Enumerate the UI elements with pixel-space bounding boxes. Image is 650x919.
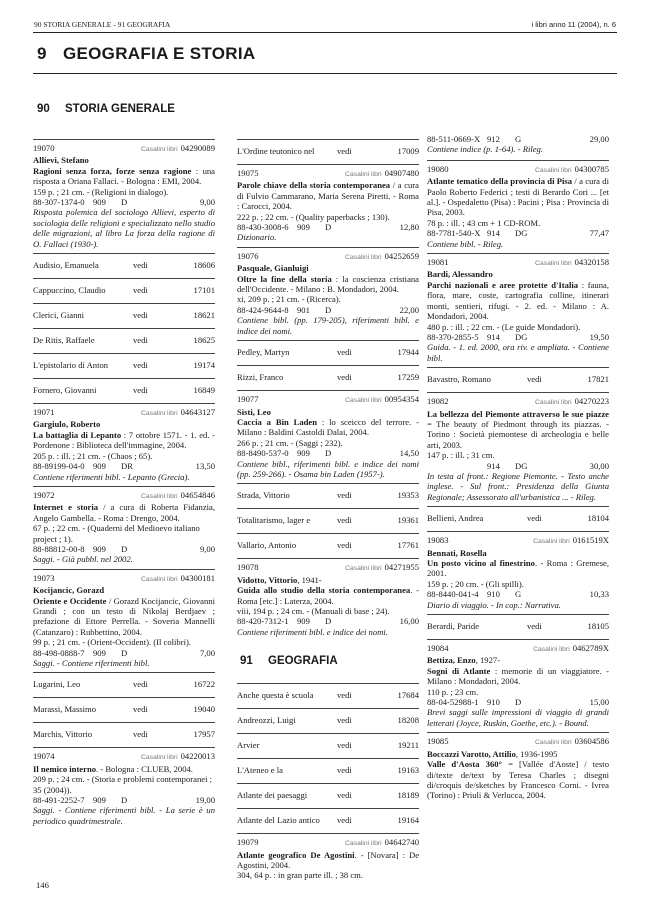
xref-row: Marchis, Vittorio vedi 17957 [33,722,215,747]
subsection-title-91: 91 GEOGRAFIA [240,655,338,668]
xref-row: Pedley, Martyn vedi 17944 [237,340,419,365]
running-header-right: i libri anno 11 (2004), n. 6 [531,20,616,29]
column-1 [33,139,215,830]
xref-row: L'epistolario di Anton vedi 19174 [33,353,215,378]
xref-row: Totalitarismo, lager e vedi 19361 [237,508,419,533]
xref-row: Bavastro, Romano vedi 17821 [427,367,609,392]
entry-19079: 19079 Casalini libri 04642740 Atlante geografico De Agostini. - [Novara] : De Agostini, 2004. 304, 64 p. : in gran parte ill. ; 38 cm. [237,833,419,885]
entry-19084: 19084 Casalini libri 0462789X Bettiza, Enzo, 1927- Sogni di Atlante : memorie di un viaggiatore. - Milano : Mondadori, 2004. 110 p. ; 23 cm. 88-04-52988-1 910 D 15,00 Brevi saggi sulle impressioni di viaggio di grandi letterati (Joyce, Ruskin, Goethe, etc.). - Bound. [427,639,609,732]
entry-19077: 19077 Casalini libri 00954354 Sisti, Leo Caccia a Bin Laden : lo sceicco del terrore. - Milano : Baldini Castoldi Dalai, 2004. 266 p. ; 21 cm. - (Saggi ; 232). 88-8490-537-0 909 D 14,50 Contiene bibl., riferimenti bibl. e indice dei nomi (pp. 259-266). - Osama bin Laden (1957-). [237,390,419,483]
subsection-title-90: 90 STORIA GENERALE [37,103,175,115]
entry-19073: 19073 Casalini libri 04300181 Kocijancic, Gorazd Oriente e Occidente / Gorazd Kocijancic, Giovanni Grandi ; con un testo di Nikolaj Berdjaev ; prefazione di Ettore Perrella. - Soveria Mannelli (Catanzaro) : Rubbettino, 2004. 99 p. ; 21 cm. - (Orient-Occident). (Il colibri). 88-498-0888-7 909 D 7,00 Saggi. - Contiene riferimenti bibl. [33,569,215,673]
entry-19078: 19078 Casalini libri 04271955 Vidotto, Vittorio, 1941- Guida allo studio della storia contemporanea. - Roma [etc.] : Laterza, 2004. viii, 194 p. ; 24 cm. - (Manuali di base ; 24). 88-420-7312-1 909 D 16,00 Contiene riferimenti bibl. e indice dei nomi. [237,558,419,641]
xref-row: Lugarini, Leo vedi 16722 [33,672,215,697]
entry-19080: 19080 Casalini libri 04300785 Atlante tematico della provincia di Pisa / a cura di Paolo Roberto Federici ; testi di Berardo Cori ... [et al.]. - Ospedaletto (Pisa) : Pacini ; Pisa : Provincia di Pisa, 2003. 78 p. : ill. ; 43 cm + 1 CD-ROM. 88-7781-540-X 914 DG 77,47 Contiene bibl. - Rileg. [427,160,609,253]
section-rule [33,73,617,74]
xref-row: Bellieni, Andrea vedi 18104 [427,506,609,531]
entry-19075: 19075 Casalini libri 04907480 Parole chiave della storia contemporanea / a cura di Fulvio Cammarano, Maria Serena Piretti. - Roma : Carocci, 2004. 222 p. ; 22 cm. - (Quality paperbacks ; 130). 88-430-3008-6 909 D 12,80 Dizionario. [237,164,419,247]
xref-row: Cappuccino, Claudio vedi 17101 [33,278,215,303]
xref-row: Arvier vedi 19211 [237,733,419,758]
xref-row: Andreozzi, Luigi vedi 18208 [237,708,419,733]
section-title: 9 GEOGRAFIA E STORIA [37,44,256,63]
xref-row: Berardi, Paride vedi 18105 [427,614,609,639]
entry-19072: 19072 Casalini libri 04654846 Internet e storia / a cura di Roberta Fidanzia, Angelo Gambella. - Roma : Drengo, 2004. 67 p. ; 22 cm. - (Quaderni del Medioevo italiano project ; 1). 88-88812-00-8 909 D 9,00 Saggi. - Già pubbl. nel 2002. [33,486,215,569]
xref-row: Clerici, Gianni vedi 18621 [33,303,215,328]
xref-row: Fornero, Giovanni vedi 16849 [33,378,215,403]
xref-row: Atlante dei paesaggi vedi 18189 [237,783,419,808]
xref-row: De Ritis, Raffaele vedi 18625 [33,328,215,353]
column-2 [237,139,419,885]
xref-row: Marassi, Massimo vedi 19040 [33,697,215,722]
header-rule [33,32,617,33]
xref-row: L'Ateneo e la vedi 19163 [237,758,419,783]
entry-19083: 19083 Casalini libri 0161519X Bennati, Rosella Un posto vicino al finestrino. - Roma : Gremese, 2001. 159 p. ; 20 cm. - (Gli spilli). 88-8440-041-4 910 G 10,33 Diario di viaggio. - In cop.: Narrativa. [427,531,609,614]
xref-row: Audisio, Emanuela vedi 18606 [33,253,215,278]
running-header-left: 90 STORIA GENERALE - 91 GEOGRAFIA [34,20,171,29]
xref-row: L'Ordine teutonico nel vedi 17009 [237,139,419,164]
entry-19071: 19071 Casalini libri 04643127 Gargiulo, Roberto La battaglia di Lepanto : 7 ottobre 1571. - 1. ed. - Pordenone : Biblioteca dell'immagine, 2004. 205 p. : ill. ; 21 cm. - (Chaos ; 65). 88-89199-04-0 909 DR 13,50 Contiene riferimenti bibl. - Lepanto (Grecia). [33,403,215,486]
entry-19085: 19085 Casalini libri 03604586 Boccazzi Varotto, Attilio, 1936-1995 Valle d'Aosta 360° = [Vallée d'Aoste] / testo di/texte de/text by Teresa Charles ; disegni di/croquis de/sketches by Francesco Corni. - Ivrea (Torino) : Priuli & Verlucca, 2004. [427,732,609,804]
xref-row: Strada, Vittorio vedi 19353 [237,483,419,508]
entry-19081: 19081 Casalini libri 04320158 Bardi, Alessandro Parchi nazionali e aree protette d'Italia : fauna, flora, mare, coste, cartografia colline, itinerari monti, sentieri, rifugi. - 2. ed. - Milano : A. Mondadori, 2004. 480 p. : ill. ; 22 cm. - (Le guide Mondadori). 88-370-2855-5 914 DG 19,50 Guida. - 1. ed. 2000, ora riv. e ampliata. - Contiene bibl. [427,253,609,367]
xref-row: Vallario, Antonio vedi 17761 [237,533,419,558]
page-number: 146 [36,880,49,890]
entry-19074: 19074 Casalini libri 04220013 Il nemico interno. - Bologna : CLUEB, 2004. 209 p. ; 24 cm. - (Storia e problemi contemporanei ; 35 (2004)). 88-491-2252-7 909 D 19,00 Saggi. - Contiene riferimenti bibl. - La serie è un periodico quadrimestrale. [33,747,215,830]
entry-continuation: 88-511-0669-X 912 G 29,00 Contiene indice (p. 1-64). - Rileg. [427,134,609,155]
entry-19082: 19082 Casalini libri 04270223 La bellezza del Piemonte attraverso le sue piazze = The beauty of Piedmont through its piazzas. - Torino : Società piemontese di archeologia e belle arti, 2003. 147 p. : ill. ; 31 cm. 914 DG 30,00 In testa al front.: Regione Piemonte. - Testo anche inglese. - Sul front.: Presidenza della Giunta Regionale; Assessorato all'urbanistica ... - Rileg. [427,392,609,506]
entry-19076: 19076 Casalini libri 04252659 Pasquale, Gianluigi Oltre la fine della storia : la coscienza cristiana dell'Occidente. - Milano : B. Mondadori, 2004. xi, 209 p. ; 21 cm. - (Ricerca). 88-424-9644-8 901 D 22,00 Contiene bibl. (pp. 179-205), riferimenti bibl. e indice dei nomi. [237,247,419,340]
xref-row: Atlante del Lazio antico vedi 19164 [237,808,419,833]
xref-row: Anche questa è scuola vedi 17684 [237,683,419,708]
xref-row: Rizzi, Franco vedi 17259 [237,365,419,390]
entry-19070: 19070 Casalini libri 04290089 Allievi, Stefano Ragioni senza forza, forze senza ragione : una risposta a Oriana Fallaci. - Bologna : EMI, 2004. 159 p. ; 21 cm. - (Religioni in dialogo). 88-307-1374-0 909 D 9,00 Risposta polemica del sociologo Allievi, esperto di sociologia delle religioni e specializzato nello studio delle migrazioni, al libro La forza della ragione di O. Fallaci (1930-). [33,139,215,253]
column-3 [427,134,609,805]
